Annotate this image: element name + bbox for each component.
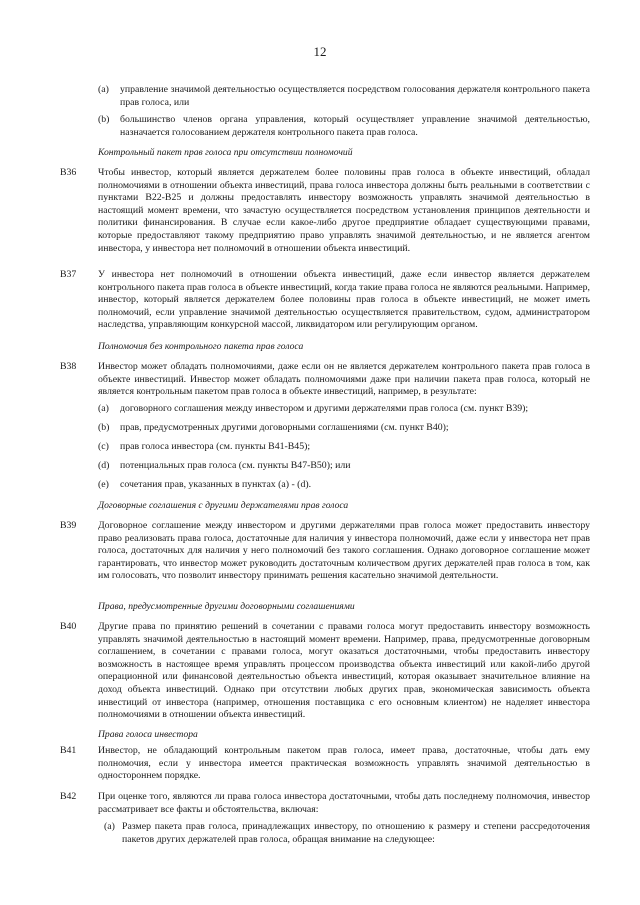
item-text: договорного соглашения между инвестором и другими держателями прав голоса (см. пункт B39); (120, 403, 529, 414)
item-label: (a) (98, 84, 109, 95)
page-number: 12 (313, 44, 327, 59)
paragraph-text: Чтобы инвестор, который является держателем более половины прав голоса в объекте инвестиций, обладал полномочиями в отношении объекта инвестиций, права голоса инвестора должны быть реальными в соответствии с пунктами B22-B25 и должны предоставлять инвестору возможность управлять значимой деятельностью в настоящий момент времени, что зачастую осуществляется посредством установления принципов деятельности и политики финансирования. В случае если какое-либо другое предприятие обладает существующими правами, которые предоставляют такому предприятию право управлять значимой деятельностью, и не является агентом инвестора, у инвестора нет полномочий в отношении объекта инвестиций. (98, 167, 590, 254)
paragraph-b41 (60, 745, 590, 783)
item-text: управление значимой деятельностью осуществляется посредством голосования держателя контрольного пакета прав голоса, или (120, 84, 590, 108)
list-item (60, 403, 590, 416)
paragraph-number: B36 (60, 167, 77, 178)
paragraph-text: Договорное соглашение между инвестором и другими держателями прав голоса может предоставить инвестору право реализовать права голоса, достаточные для наличия у инвестора полномочий, даже если у инвестора нет прав голоса, достаточных для наличия у него полномочий без такого соглашения. Однако договорное соглашение может гарантировать, что инвестор может руководить достаточным количеством других держателей прав голоса в том, как им голосовать, что позволит инвестору принимать решения касательно значимой деятельности. (98, 520, 590, 582)
item-label: (a) (104, 821, 115, 832)
section-heading: Права, предусмотренные другими договорными соглашениями (98, 601, 355, 612)
paragraph-b40 (60, 621, 590, 723)
item-text: потенциальных прав голоса (см. пункты B47-B50); или (120, 460, 351, 471)
paragraph-number: B40 (60, 621, 77, 632)
item-text: сочетания прав, указанных в пунктах (a) - (d). (120, 479, 312, 490)
list-item (60, 479, 590, 492)
paragraph-number: B41 (60, 745, 77, 756)
item-label: (a) (98, 403, 109, 414)
list-item (60, 821, 590, 847)
item-label: (d) (98, 460, 110, 471)
paragraph-number: B39 (60, 520, 77, 531)
item-text: прав голоса инвестора (см. пункты B41-B45); (120, 441, 311, 452)
paragraph-text: У инвестора нет полномочий в отношении объекта инвестиций, даже если инвестор является держателем контрольного пакета прав голоса в объекте инвестиций, когда такие права голоса не являются реальными. Например, инвестор, который является держателем более половины прав голоса в объекте инвестиций, не может иметь полномочий, если управление значимой деятельностью осуществляется правительством, судом, администратором наследства, управляющим конкурсной массой, ликвидатором или регулирующим органом. (98, 269, 590, 331)
paragraph-number: B42 (60, 791, 77, 802)
section-heading: Полномочия без контрольного пакета прав голоса (98, 341, 304, 352)
list-item (60, 114, 590, 140)
list-item (60, 422, 590, 435)
paragraph-b42 (60, 791, 590, 817)
list-item (60, 441, 590, 454)
item-label: (e) (98, 479, 109, 490)
paragraph-b38 (60, 361, 590, 399)
paragraph-text: Инвестор может обладать полномочиями, даже если он не является держателем контрольного пакета прав голоса в объекте инвестиций. Инвестор может обладать полномочиями даже при наличии пакета прав голоса, который не является контрольным пакетом прав голоса в объекте инвестиций, например, в результате: (98, 361, 590, 398)
item-text: Размер пакета прав голоса, принадлежащих инвестору, по отношению к размеру и степени рассредоточения пакетов других держателей прав голоса, обращая внимание на следующее: (122, 821, 590, 845)
list-item (60, 84, 590, 110)
paragraph-text: Инвестор, не обладающий контрольным пакетом прав голоса, имеет права, достаточные, чтобы дать ему полномочия, если у инвестора имеется практическая возможность управлять значимой деятельностью в одностороннем порядке. (98, 745, 590, 782)
paragraph-b37 (60, 269, 590, 331)
paragraph-b36 (60, 167, 590, 267)
item-text: прав, предусмотренных другими договорными соглашениями (см. пункт B40); (120, 422, 449, 433)
paragraph-b39 (60, 520, 590, 596)
section-heading: Контрольный пакет прав голоса при отсутствии полномочий (98, 147, 353, 158)
paragraph-number: B37 (60, 269, 77, 280)
item-label: (b) (98, 114, 110, 125)
item-text: большинство членов органа управления, который осуществляет управление значимой деятельностью, назначается голосованием держателя контрольного пакета прав голоса. (120, 114, 590, 138)
paragraph-text: При оценке того, являются ли права голоса инвестора достаточными, чтобы дать последнему полномочия, инвестор рассматривает все факты и обстоятельства, включая: (98, 791, 590, 815)
paragraph-number: B38 (60, 361, 77, 372)
item-label: (c) (98, 441, 109, 452)
list-item (60, 460, 590, 473)
section-heading: Договорные соглашения с другими держателями прав голоса (98, 500, 349, 511)
item-label: (b) (98, 422, 110, 433)
paragraph-text: Другие права по принятию решений в сочетании с правами голоса могут предоставить инвестору возможность управлять значимой деятельностью в настоящий момент времени. Например, права, предусмотренные договорным соглашением, в сочетании с правами голоса, могут оказаться достаточными, чтобы предоставить инвестору возможность в настоящее время управлять процессом производства объекта инвестиций или какой-либо другой операционной или финансовой деятельностью объекта инвестиций, которая оказывает значительное влияние на доход объекта инвестиций. Однако при отсутствии любых других прав, экономическая зависимость объекта инвестиций от инвестора (например, отношения поставщика с его основным клиентом) не наделяет инвестора полномочиями в отношении объекта инвестиций. (98, 621, 590, 721)
section-heading: Права голоса инвестора (98, 729, 198, 740)
